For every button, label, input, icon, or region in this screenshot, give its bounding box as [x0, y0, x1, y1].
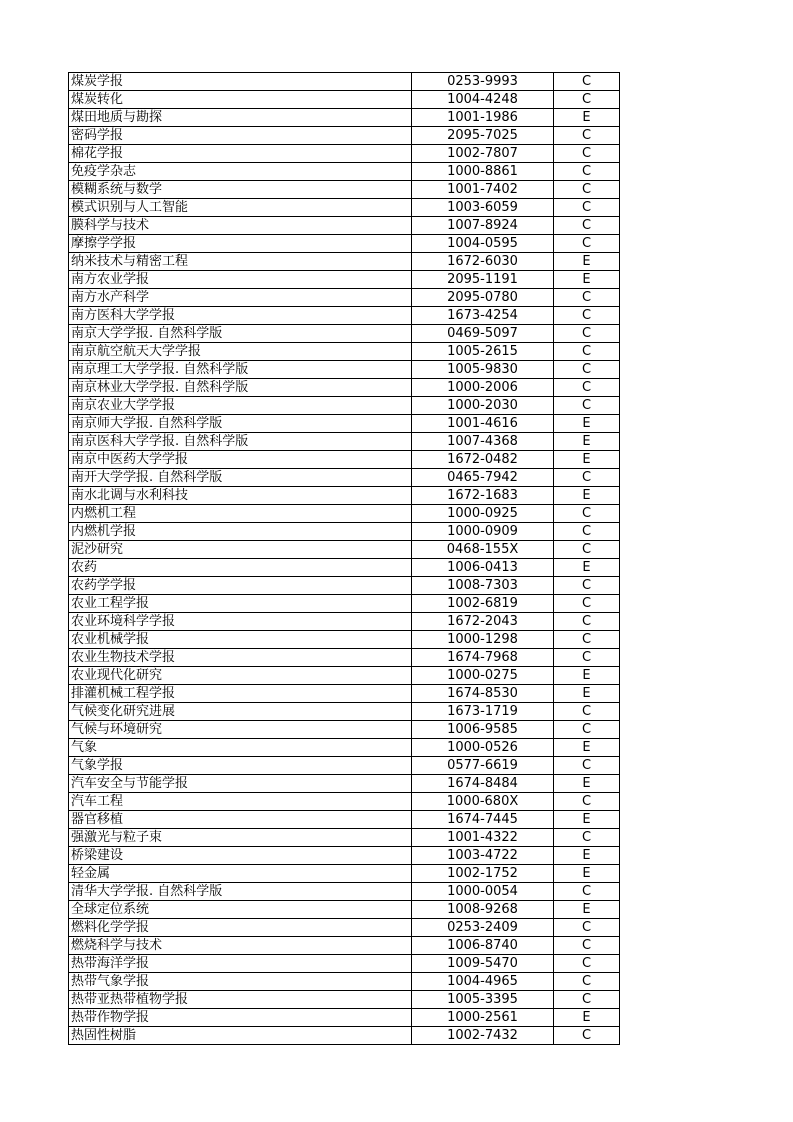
issn-cell: 1672-1683	[412, 487, 554, 505]
table-row	[69, 469, 620, 487]
level-cell: C	[554, 991, 620, 1009]
table-row	[69, 361, 620, 379]
journal-name-cell: 棉花学报	[69, 145, 412, 163]
journal-name-cell: 排灌机械工程学报	[69, 685, 412, 703]
level-cell: C	[554, 505, 620, 523]
issn-cell: 1000-0054	[412, 883, 554, 901]
level-cell: C	[554, 127, 620, 145]
journal-name-cell: 热带气象学报	[69, 973, 412, 991]
table-row	[69, 253, 620, 271]
journal-name-cell: 热固性树脂	[69, 1027, 412, 1045]
issn-cell: 1002-7807	[412, 145, 554, 163]
journal-name-cell: 南京中医药大学学报	[69, 451, 412, 469]
issn-cell: 1009-5470	[412, 955, 554, 973]
issn-cell: 2095-0780	[412, 289, 554, 307]
issn-cell: 1672-0482	[412, 451, 554, 469]
journal-name-cell: 农业机械学报	[69, 631, 412, 649]
table-row	[69, 865, 620, 883]
issn-cell: 1005-9830	[412, 361, 554, 379]
level-cell: C	[554, 703, 620, 721]
table-row	[69, 847, 620, 865]
issn-cell: 1007-4368	[412, 433, 554, 451]
journal-name-cell: 南方医科大学学报	[69, 307, 412, 325]
level-cell: C	[554, 73, 620, 91]
issn-cell: 1003-6059	[412, 199, 554, 217]
issn-cell: 0577-6619	[412, 757, 554, 775]
table-row	[69, 613, 620, 631]
level-cell: C	[554, 577, 620, 595]
journal-name-cell: 煤炭转化	[69, 91, 412, 109]
table-row	[69, 271, 620, 289]
table-row	[69, 451, 620, 469]
table-row	[69, 289, 620, 307]
table-row	[69, 145, 620, 163]
level-cell: C	[554, 163, 620, 181]
table-row	[69, 379, 620, 397]
level-cell: E	[554, 109, 620, 127]
table-row	[69, 703, 620, 721]
level-cell: C	[554, 91, 620, 109]
journal-name-cell: 农业生物技术学报	[69, 649, 412, 667]
issn-cell: 1002-6819	[412, 595, 554, 613]
level-cell: C	[554, 1027, 620, 1045]
journal-name-cell: 南京理工大学学报. 自然科学版	[69, 361, 412, 379]
journal-name-cell: 燃烧科学与技术	[69, 937, 412, 955]
issn-cell: 1003-4722	[412, 847, 554, 865]
level-cell: E	[554, 775, 620, 793]
journal-name-cell: 煤炭学报	[69, 73, 412, 91]
issn-cell: 1008-9268	[412, 901, 554, 919]
issn-cell: 1005-2615	[412, 343, 554, 361]
journal-name-cell: 全球定位系统	[69, 901, 412, 919]
journal-name-cell: 清华大学学报. 自然科学版	[69, 883, 412, 901]
table-row	[69, 397, 620, 415]
level-cell: C	[554, 307, 620, 325]
level-cell: C	[554, 145, 620, 163]
table-row	[69, 91, 620, 109]
issn-cell: 1002-1752	[412, 865, 554, 883]
table-row	[69, 721, 620, 739]
issn-cell: 1006-8740	[412, 937, 554, 955]
level-cell: E	[554, 271, 620, 289]
level-cell: E	[554, 865, 620, 883]
journal-name-cell: 桥梁建设	[69, 847, 412, 865]
level-cell: E	[554, 451, 620, 469]
table-row	[69, 631, 620, 649]
level-cell: C	[554, 919, 620, 937]
journal-name-cell: 模式识别与人工智能	[69, 199, 412, 217]
level-cell: C	[554, 649, 620, 667]
issn-cell: 1000-2561	[412, 1009, 554, 1027]
table-row	[69, 883, 620, 901]
level-cell: E	[554, 559, 620, 577]
issn-cell: 1006-9585	[412, 721, 554, 739]
level-cell: C	[554, 613, 620, 631]
issn-cell: 1000-2030	[412, 397, 554, 415]
journal-table-body	[69, 73, 620, 1045]
issn-cell: 1008-7303	[412, 577, 554, 595]
table-row	[69, 217, 620, 235]
issn-cell: 1004-4965	[412, 973, 554, 991]
issn-cell: 1006-0413	[412, 559, 554, 577]
journal-name-cell: 南京林业大学学报. 自然科学版	[69, 379, 412, 397]
journal-name-cell: 南京农业大学学报	[69, 397, 412, 415]
journal-name-cell: 农业工程学报	[69, 595, 412, 613]
issn-cell: 1004-0595	[412, 235, 554, 253]
table-row	[69, 739, 620, 757]
table-row	[69, 415, 620, 433]
table-row	[69, 649, 620, 667]
level-cell: C	[554, 955, 620, 973]
level-cell: C	[554, 829, 620, 847]
table-row	[69, 1009, 620, 1027]
journal-name-cell: 煤田地质与勘探	[69, 109, 412, 127]
issn-cell: 1000-0925	[412, 505, 554, 523]
journal-name-cell: 农业环境科学学报	[69, 613, 412, 631]
journal-name-cell: 南京航空航天大学学报	[69, 343, 412, 361]
table-row	[69, 901, 620, 919]
issn-cell: 1674-8484	[412, 775, 554, 793]
issn-cell: 1000-0909	[412, 523, 554, 541]
table-row	[69, 235, 620, 253]
level-cell: C	[554, 361, 620, 379]
issn-cell: 0468-155X	[412, 541, 554, 559]
table-row	[69, 73, 620, 91]
table-row	[69, 325, 620, 343]
journal-name-cell: 气候与环境研究	[69, 721, 412, 739]
journal-name-cell: 膜科学与技术	[69, 217, 412, 235]
issn-cell: 1000-8861	[412, 163, 554, 181]
journal-name-cell: 内燃机学报	[69, 523, 412, 541]
issn-cell: 1004-4248	[412, 91, 554, 109]
level-cell: C	[554, 523, 620, 541]
level-cell: C	[554, 793, 620, 811]
table-row	[69, 793, 620, 811]
table-row	[69, 811, 620, 829]
journal-name-cell: 南京医科大学学报. 自然科学版	[69, 433, 412, 451]
issn-cell: 1000-680X	[412, 793, 554, 811]
journal-name-cell: 器官移植	[69, 811, 412, 829]
level-cell: C	[554, 181, 620, 199]
level-cell: E	[554, 1009, 620, 1027]
issn-cell: 1007-8924	[412, 217, 554, 235]
table-row	[69, 199, 620, 217]
journal-name-cell: 泥沙研究	[69, 541, 412, 559]
table-row	[69, 127, 620, 145]
issn-cell: 1001-4616	[412, 415, 554, 433]
journal-name-cell: 内燃机工程	[69, 505, 412, 523]
journal-name-cell: 南开大学学报. 自然科学版	[69, 469, 412, 487]
level-cell: C	[554, 595, 620, 613]
level-cell: E	[554, 739, 620, 757]
issn-cell: 1001-4322	[412, 829, 554, 847]
table-row	[69, 181, 620, 199]
issn-cell: 1674-7445	[412, 811, 554, 829]
table-row	[69, 523, 620, 541]
issn-cell: 1673-4254	[412, 307, 554, 325]
table-row	[69, 829, 620, 847]
issn-cell: 1001-1986	[412, 109, 554, 127]
table-row	[69, 991, 620, 1009]
level-cell: E	[554, 901, 620, 919]
journal-name-cell: 农药	[69, 559, 412, 577]
level-cell: E	[554, 487, 620, 505]
level-cell: E	[554, 667, 620, 685]
table-row	[69, 595, 620, 613]
journal-name-cell: 纳米技术与精密工程	[69, 253, 412, 271]
journal-name-cell: 热带作物学报	[69, 1009, 412, 1027]
level-cell: C	[554, 469, 620, 487]
level-cell: C	[554, 973, 620, 991]
level-cell: C	[554, 721, 620, 739]
journal-name-cell: 气象	[69, 739, 412, 757]
issn-cell: 1673-1719	[412, 703, 554, 721]
issn-cell: 1000-1298	[412, 631, 554, 649]
issn-cell: 2095-1191	[412, 271, 554, 289]
journal-name-cell: 气象学报	[69, 757, 412, 775]
issn-cell: 1000-0275	[412, 667, 554, 685]
table-row	[69, 541, 620, 559]
table-row	[69, 433, 620, 451]
level-cell: C	[554, 631, 620, 649]
issn-cell: 1000-0526	[412, 739, 554, 757]
table-row	[69, 307, 620, 325]
journal-name-cell: 免疫学杂志	[69, 163, 412, 181]
journal-name-cell: 汽车工程	[69, 793, 412, 811]
issn-cell: 1674-7968	[412, 649, 554, 667]
level-cell: C	[554, 397, 620, 415]
issn-cell: 1000-2006	[412, 379, 554, 397]
table-row	[69, 163, 620, 181]
journal-name-cell: 南京大学学报. 自然科学版	[69, 325, 412, 343]
level-cell: C	[554, 379, 620, 397]
issn-cell: 1002-7432	[412, 1027, 554, 1045]
table-row	[69, 487, 620, 505]
issn-cell: 1672-6030	[412, 253, 554, 271]
journal-name-cell: 南方农业学报	[69, 271, 412, 289]
issn-cell: 0465-7942	[412, 469, 554, 487]
issn-cell: 0253-2409	[412, 919, 554, 937]
journal-name-cell: 南京师大学报. 自然科学版	[69, 415, 412, 433]
journal-name-cell: 摩擦学学报	[69, 235, 412, 253]
level-cell: C	[554, 937, 620, 955]
level-cell: C	[554, 325, 620, 343]
level-cell: C	[554, 757, 620, 775]
table-row	[69, 343, 620, 361]
journal-name-cell: 汽车安全与节能学报	[69, 775, 412, 793]
journal-name-cell: 农业现代化研究	[69, 667, 412, 685]
table-row	[69, 937, 620, 955]
issn-cell: 2095-7025	[412, 127, 554, 145]
level-cell: C	[554, 289, 620, 307]
level-cell: C	[554, 541, 620, 559]
journal-name-cell: 强激光与粒子束	[69, 829, 412, 847]
level-cell: E	[554, 253, 620, 271]
table-row	[69, 667, 620, 685]
journal-name-cell: 热带亚热带植物学报	[69, 991, 412, 1009]
journal-name-cell: 密码学报	[69, 127, 412, 145]
table-row	[69, 775, 620, 793]
level-cell: C	[554, 217, 620, 235]
journal-name-cell: 燃料化学学报	[69, 919, 412, 937]
table-row	[69, 559, 620, 577]
level-cell: C	[554, 199, 620, 217]
journal-name-cell: 南方水产科学	[69, 289, 412, 307]
level-cell: E	[554, 415, 620, 433]
issn-cell: 0253-9993	[412, 73, 554, 91]
journal-name-cell: 模糊系统与数学	[69, 181, 412, 199]
table-row	[69, 505, 620, 523]
level-cell: E	[554, 685, 620, 703]
table-row	[69, 757, 620, 775]
level-cell: E	[554, 811, 620, 829]
journal-name-cell: 农药学学报	[69, 577, 412, 595]
journal-name-cell: 南水北调与水利科技	[69, 487, 412, 505]
issn-cell: 0469-5097	[412, 325, 554, 343]
level-cell: C	[554, 343, 620, 361]
table-row	[69, 919, 620, 937]
journal-name-cell: 热带海洋学报	[69, 955, 412, 973]
level-cell: C	[554, 235, 620, 253]
table-row	[69, 973, 620, 991]
level-cell: E	[554, 847, 620, 865]
table-row	[69, 685, 620, 703]
issn-cell: 1001-7402	[412, 181, 554, 199]
level-cell: C	[554, 883, 620, 901]
level-cell: E	[554, 433, 620, 451]
issn-cell: 1005-3395	[412, 991, 554, 1009]
journal-table	[68, 72, 620, 1045]
issn-cell: 1674-8530	[412, 685, 554, 703]
journal-name-cell: 气候变化研究进展	[69, 703, 412, 721]
table-row	[69, 109, 620, 127]
journal-name-cell: 轻金属	[69, 865, 412, 883]
issn-cell: 1672-2043	[412, 613, 554, 631]
table-row	[69, 577, 620, 595]
table-row	[69, 1027, 620, 1045]
table-row	[69, 955, 620, 973]
